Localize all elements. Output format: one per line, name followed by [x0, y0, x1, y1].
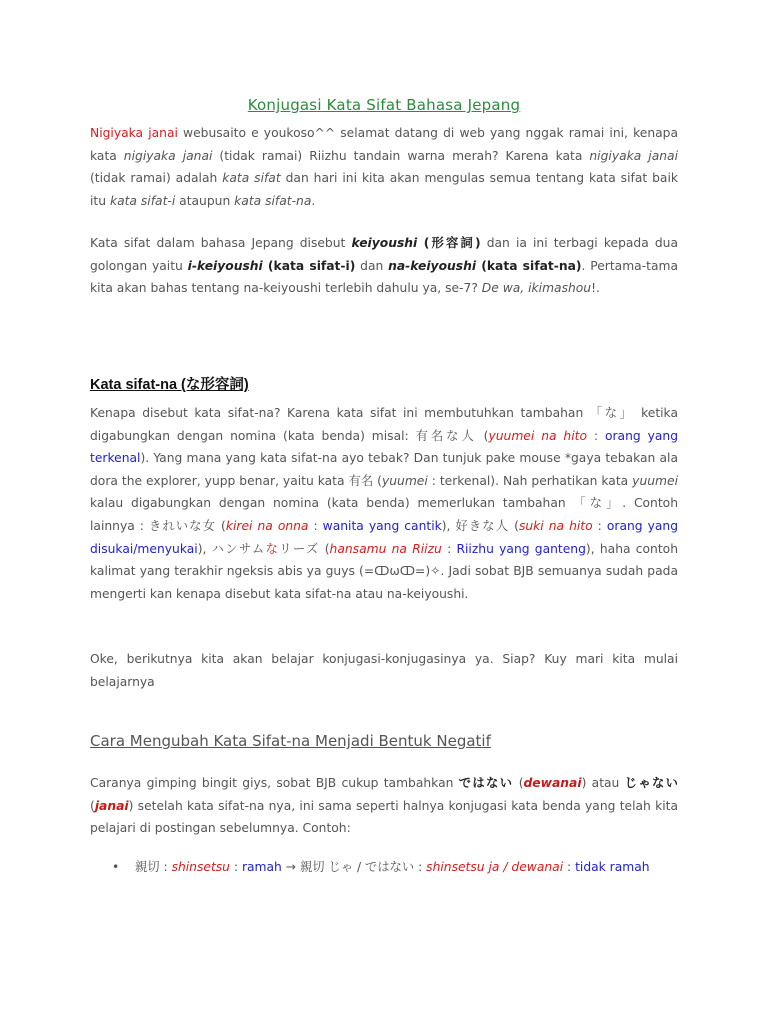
text-span: dan hari ini kita akan mengulas semua tentang kata sifat baik itu — [90, 171, 678, 208]
text-span: ) setelah kata sifat-na nya, ini sama seperti halnya konjugasi kata benda yang telah kita pelajari di postingan sebelumnya. Contoh: — [90, 798, 678, 836]
red-term: shinsetsu ja / dewanai — [426, 860, 564, 874]
text-span: . — [311, 193, 316, 208]
italic-term: nigiyaka janai — [589, 148, 678, 163]
term-i-keiyoushi: i-keiyoushi — [187, 258, 263, 273]
text-span: リーズ ( — [279, 541, 330, 556]
italic-term: kata sifat-i — [109, 193, 176, 208]
list-item — [90, 856, 678, 879]
text-span: 親切 : — [135, 860, 172, 874]
term-keiyoushi: keiyoushi — [351, 236, 418, 250]
text-span: : — [592, 518, 607, 533]
italic-term: yuumei — [381, 473, 428, 488]
blue-meaning: orang yang disukai/menyukai — [90, 518, 679, 556]
section-heading-kata-sifat-na: Kata sifat-na (な形容詞) — [90, 377, 249, 393]
red-janai: janai — [94, 798, 129, 813]
text-span: ( — [513, 776, 524, 790]
example-list — [90, 856, 678, 879]
text-span: ), ハンサム — [197, 541, 266, 556]
text-span: : — [441, 541, 457, 556]
text-span: ). Yang mana yang kata sifat-na ayo tebak? Dan tunjuk pake mouse *gaya tebakan ala dora the explorer, yupp benar, yaitu kata 有名 ( — [90, 451, 678, 488]
text-span: → 親切 じゃ / ではない : — [281, 860, 427, 874]
red-na: な — [265, 541, 280, 556]
red-term: shinsetsu — [171, 860, 230, 874]
text-span: : — [587, 428, 605, 443]
highlight-nigiyaka: Nigiyaka janai — [90, 126, 178, 140]
text-span: webusaito e youkoso^^ selamat datang di web yang nggak ramai ini, kenapa kata — [90, 126, 678, 163]
term-label: (kata sifat-na) — [476, 258, 582, 273]
page-title[interactable]: Konjugasi Kata Sifat Bahasa Jepang — [247, 96, 521, 114]
text-span: ) atau — [581, 776, 625, 790]
blue-meaning: ramah — [241, 860, 282, 874]
bullet-icon: • — [112, 860, 120, 874]
text-span: kalau digabungkan dengan nomina (kata benda) memerlukan tambahan 「な」. Contoh lainnya : きれいな女 ( — [90, 496, 678, 533]
term-na-keiyoushi: na-keiyoushi — [388, 258, 477, 273]
intro-paragraph-1 — [90, 122, 678, 212]
text-span: dan ia ini terbagi kepada dua golongan yaitu — [90, 236, 678, 273]
term-label: (kata sifat-i) — [262, 258, 356, 273]
red-term: yuumei na hito — [488, 428, 587, 443]
red-term: hansamu na Riizu — [329, 541, 442, 556]
blue-meaning: wanita yang cantik — [322, 518, 442, 533]
red-term: kirei na onna — [225, 518, 309, 533]
text-span: : terkenal). Nah perhatikan kata — [427, 473, 633, 488]
text-span: ( — [90, 798, 95, 813]
red-dewanai: dewanai — [523, 776, 582, 790]
italic-term: De wa, ikimashou — [481, 281, 592, 296]
blue-meaning: Riizhu yang ganteng — [456, 541, 586, 556]
text-span: (tidak ramai) adalah — [90, 171, 223, 186]
text-span: ataupun — [175, 193, 235, 208]
text-span: Kata sifat dalam bahasa Jepang disebut — [90, 236, 352, 250]
text-span: ), 好きな人 ( — [441, 518, 519, 533]
term-janai-kana: じゃない — [624, 776, 678, 790]
blue-meaning: orang yang terkenal — [90, 428, 679, 466]
text-span: : — [229, 860, 242, 874]
section-neg-paragraph-1 — [90, 772, 678, 840]
italic-term: kata sifat-na — [234, 193, 312, 208]
text-span: (tidak ramai) Riizhu tandain warna merah? Karena kata — [212, 148, 590, 163]
section-na-paragraph-1 — [90, 402, 678, 605]
section-heading-negatif: Cara Mengubah Kata Sifat-na Menjadi Bentuk Negatif — [90, 732, 491, 750]
text-span: : — [563, 860, 576, 874]
intro-paragraph-2 — [90, 232, 678, 300]
term-dewanai-kana: ではない — [458, 776, 514, 790]
text-span: : — [308, 518, 323, 533]
text-span: dan — [355, 258, 389, 273]
text-span: !. — [591, 281, 600, 296]
italic-term: kata sifat — [222, 171, 281, 186]
text-span: . Pertama-tama kita akan bahas tentang na-keiyoushi terlebih dahulu ya, se-7? — [90, 258, 679, 296]
text-span: Kenapa disebut kata sifat-na? Karena kata sifat ini membutuhkan tambahan 「な」 ketika digabungkan dengan nomina (kata benda) misal: 有名な人 ( — [90, 406, 678, 443]
text-span: ), haha contoh kalimat yang terakhir ngeksis abis ya guys (=ↀωↀ=)✧. Jadi sobat BJB semuanya sudah pada mengerti kan kenapa disebut kata sifat-na atau na-keiyoushi. — [90, 541, 678, 601]
italic-term: nigiyaka janai — [123, 148, 213, 163]
blue-meaning: tidak ramah — [575, 860, 650, 874]
text-span: Caranya gimping bingit giys, sobat BJB cukup tambahkan — [90, 776, 459, 790]
term-kanji: (形容詞) — [417, 236, 481, 250]
red-term: suki na hito — [518, 518, 593, 533]
italic-term: yuumei — [632, 473, 678, 488]
section-na-paragraph-2: Oke, berikutnya kita akan belajar konjugasi-konjugasinya ya. Siap? Kuy mari kita mulai belajarnya — [90, 652, 678, 689]
